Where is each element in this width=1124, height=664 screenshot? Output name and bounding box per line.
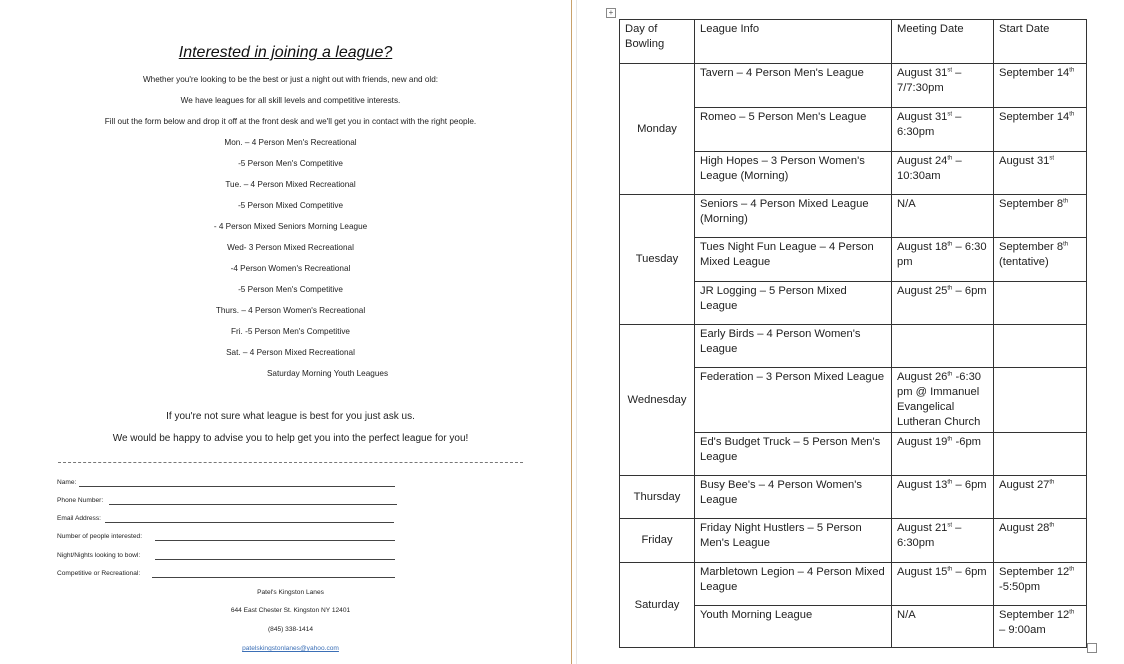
league-info[interactable]: Tavern – 4 Person Men's League: [695, 64, 892, 108]
business-address: 644 East Chester St. Kingston NY 12401: [230, 607, 351, 614]
field-label: Number of people interested:: [57, 533, 143, 540]
meeting-date[interactable]: August 18th – 6:30 pm: [892, 238, 994, 282]
league-info[interactable]: Tues Night Fun League – 4 Person Mixed League: [695, 238, 892, 282]
meeting-date[interactable]: August 24th – 10:30am: [892, 152, 994, 195]
field-label: Phone Number:: [57, 497, 104, 504]
league-info[interactable]: Romeo – 5 Person Men's League: [695, 108, 892, 152]
table-row: [620, 64, 1087, 108]
people-count-field[interactable]: [57, 533, 142, 540]
league-line: Mon. – 4 Person Men's Recreational: [224, 138, 357, 147]
start-date[interactable]: [994, 368, 1087, 433]
name-field[interactable]: [57, 479, 76, 486]
day-saturday: Saturday: [620, 563, 695, 648]
email-field[interactable]: [57, 515, 101, 522]
table-row: [620, 519, 1087, 563]
start-date[interactable]: August 28th: [994, 519, 1087, 563]
start-date[interactable]: [994, 433, 1087, 476]
league-line: Fri. -5 Person Men's Competitive: [231, 327, 350, 336]
league-line: Sat. – 4 Person Mixed Recreational: [226, 348, 355, 357]
league-line: -5 Person Mixed Competitive: [237, 201, 344, 210]
meeting-date[interactable]: August 21st – 6:30pm: [892, 519, 994, 563]
league-line: Thurs. – 4 Person Women's Recreational: [215, 306, 366, 315]
table-header-row: [620, 20, 1087, 64]
league-info[interactable]: Ed's Budget Truck – 5 Person Men's League: [695, 433, 892, 476]
league-info[interactable]: Federation – 3 Person Mixed League: [695, 368, 892, 433]
header-info: League Info: [695, 20, 892, 64]
meeting-date[interactable]: N/A: [892, 606, 994, 648]
start-date[interactable]: September 14th: [994, 108, 1087, 152]
start-date[interactable]: September 8th: [994, 195, 1087, 238]
field-line: [152, 577, 395, 578]
day-tuesday: Tuesday: [620, 195, 695, 325]
cut-line: [58, 462, 523, 463]
phone-field[interactable]: [57, 497, 103, 504]
table-resize-handle-icon[interactable]: [1087, 643, 1097, 653]
meeting-date[interactable]: August 26th -6:30 pm @ Immanuel Evangelical Lutheran Church: [892, 368, 994, 433]
day-thursday: Thursday: [620, 476, 695, 519]
league-line: -5 Person Men's Competitive: [238, 285, 343, 294]
business-name: Patel's Kingston Lanes: [257, 589, 324, 596]
table-row: [620, 563, 1087, 606]
table-row: [620, 195, 1087, 238]
flyer-title: Interested in joining a league?: [178, 44, 393, 61]
league-info[interactable]: Early Birds – 4 Person Women's League: [695, 325, 892, 368]
field-label: Email Address:: [57, 515, 101, 522]
competitive-field[interactable]: [57, 570, 140, 577]
league-info[interactable]: Seniors – 4 Person Mixed League (Morning): [695, 195, 892, 238]
league-info[interactable]: Friday Night Hustlers – 5 Person Men's League: [695, 519, 892, 563]
league-info[interactable]: Marbletown Legion – 4 Person Mixed League: [695, 563, 892, 606]
league-line: - 4 Person Mixed Seniors Morning League: [213, 222, 368, 231]
league-info[interactable]: Youth Morning League: [695, 606, 892, 648]
start-date[interactable]: [994, 325, 1087, 368]
day-wednesday: Wednesday: [620, 325, 695, 476]
table-row: [620, 476, 1087, 519]
start-date[interactable]: August 31st: [994, 152, 1087, 195]
field-line: [105, 522, 394, 523]
league-info[interactable]: Busy Bee's – 4 Person Women's League: [695, 476, 892, 519]
start-date[interactable]: September 12th -5:50pm: [994, 563, 1087, 606]
advice-line: We would be happy to advise you to help get you into the perfect league for you!: [112, 433, 469, 444]
league-line: Tue. – 4 Person Mixed Recreational: [225, 180, 356, 189]
table-move-handle-icon[interactable]: +: [606, 8, 616, 18]
league-info[interactable]: JR Logging – 5 Person Mixed League: [695, 282, 892, 325]
intro-line: We have leagues for all skill levels and competitive interests.: [180, 96, 401, 105]
nights-field[interactable]: [57, 552, 140, 559]
business-phone: (845) 338-1414: [267, 626, 314, 633]
meeting-date[interactable]: August 31st – 7/7:30pm: [892, 64, 994, 108]
league-line: -5 Person Men's Competitive: [238, 159, 343, 168]
business-email-link[interactable]: patelskingstonlanes@yahoo.com: [242, 645, 339, 652]
field-line: [155, 559, 395, 560]
header-start: Start Date: [994, 20, 1087, 64]
meeting-date[interactable]: August 13th – 6pm: [892, 476, 994, 519]
field-line: [79, 486, 395, 487]
field-line: [155, 540, 395, 541]
league-line: Wed- 3 Person Mixed Recreational: [227, 243, 354, 252]
field-label: Competitive or Recreational:: [57, 570, 141, 577]
start-date[interactable]: [994, 282, 1087, 325]
start-date[interactable]: September 8th (tentative): [994, 238, 1087, 282]
start-date[interactable]: September 12th – 9:00am: [994, 606, 1087, 648]
league-info[interactable]: High Hopes – 3 Person Women's League (Morning): [695, 152, 892, 195]
table-row: [620, 325, 1087, 368]
start-date[interactable]: August 27th: [994, 476, 1087, 519]
meeting-date[interactable]: N/A: [892, 195, 994, 238]
header-day: Day of Bowling: [620, 20, 695, 64]
league-table: [619, 19, 1087, 648]
league-line: Saturday Morning Youth Leagues: [266, 369, 389, 378]
meeting-date[interactable]: [892, 325, 994, 368]
meeting-date[interactable]: August 15th – 6pm: [892, 563, 994, 606]
start-date[interactable]: September 14th: [994, 64, 1087, 108]
meeting-date[interactable]: August 25th – 6pm: [892, 282, 994, 325]
meeting-date[interactable]: August 19th -6pm: [892, 433, 994, 476]
day-friday: Friday: [620, 519, 695, 563]
league-line: -4 Person Women's Recreational: [230, 264, 351, 273]
field-label: Name:: [57, 479, 77, 486]
intro-line: Fill out the form below and drop it off at the front desk and we'll get you in contact with the right people.: [104, 117, 477, 126]
field-line: [109, 504, 397, 505]
intro-line: Whether you're looking to be the best or just a night out with friends, new and old:: [142, 75, 439, 84]
day-monday: Monday: [620, 64, 695, 195]
field-label: Night/Nights looking to bowl:: [57, 552, 141, 559]
meeting-date[interactable]: August 31st – 6:30pm: [892, 108, 994, 152]
header-meeting: Meeting Date: [892, 20, 994, 64]
advice-line: If you're not sure what league is best for you just ask us.: [166, 411, 415, 422]
